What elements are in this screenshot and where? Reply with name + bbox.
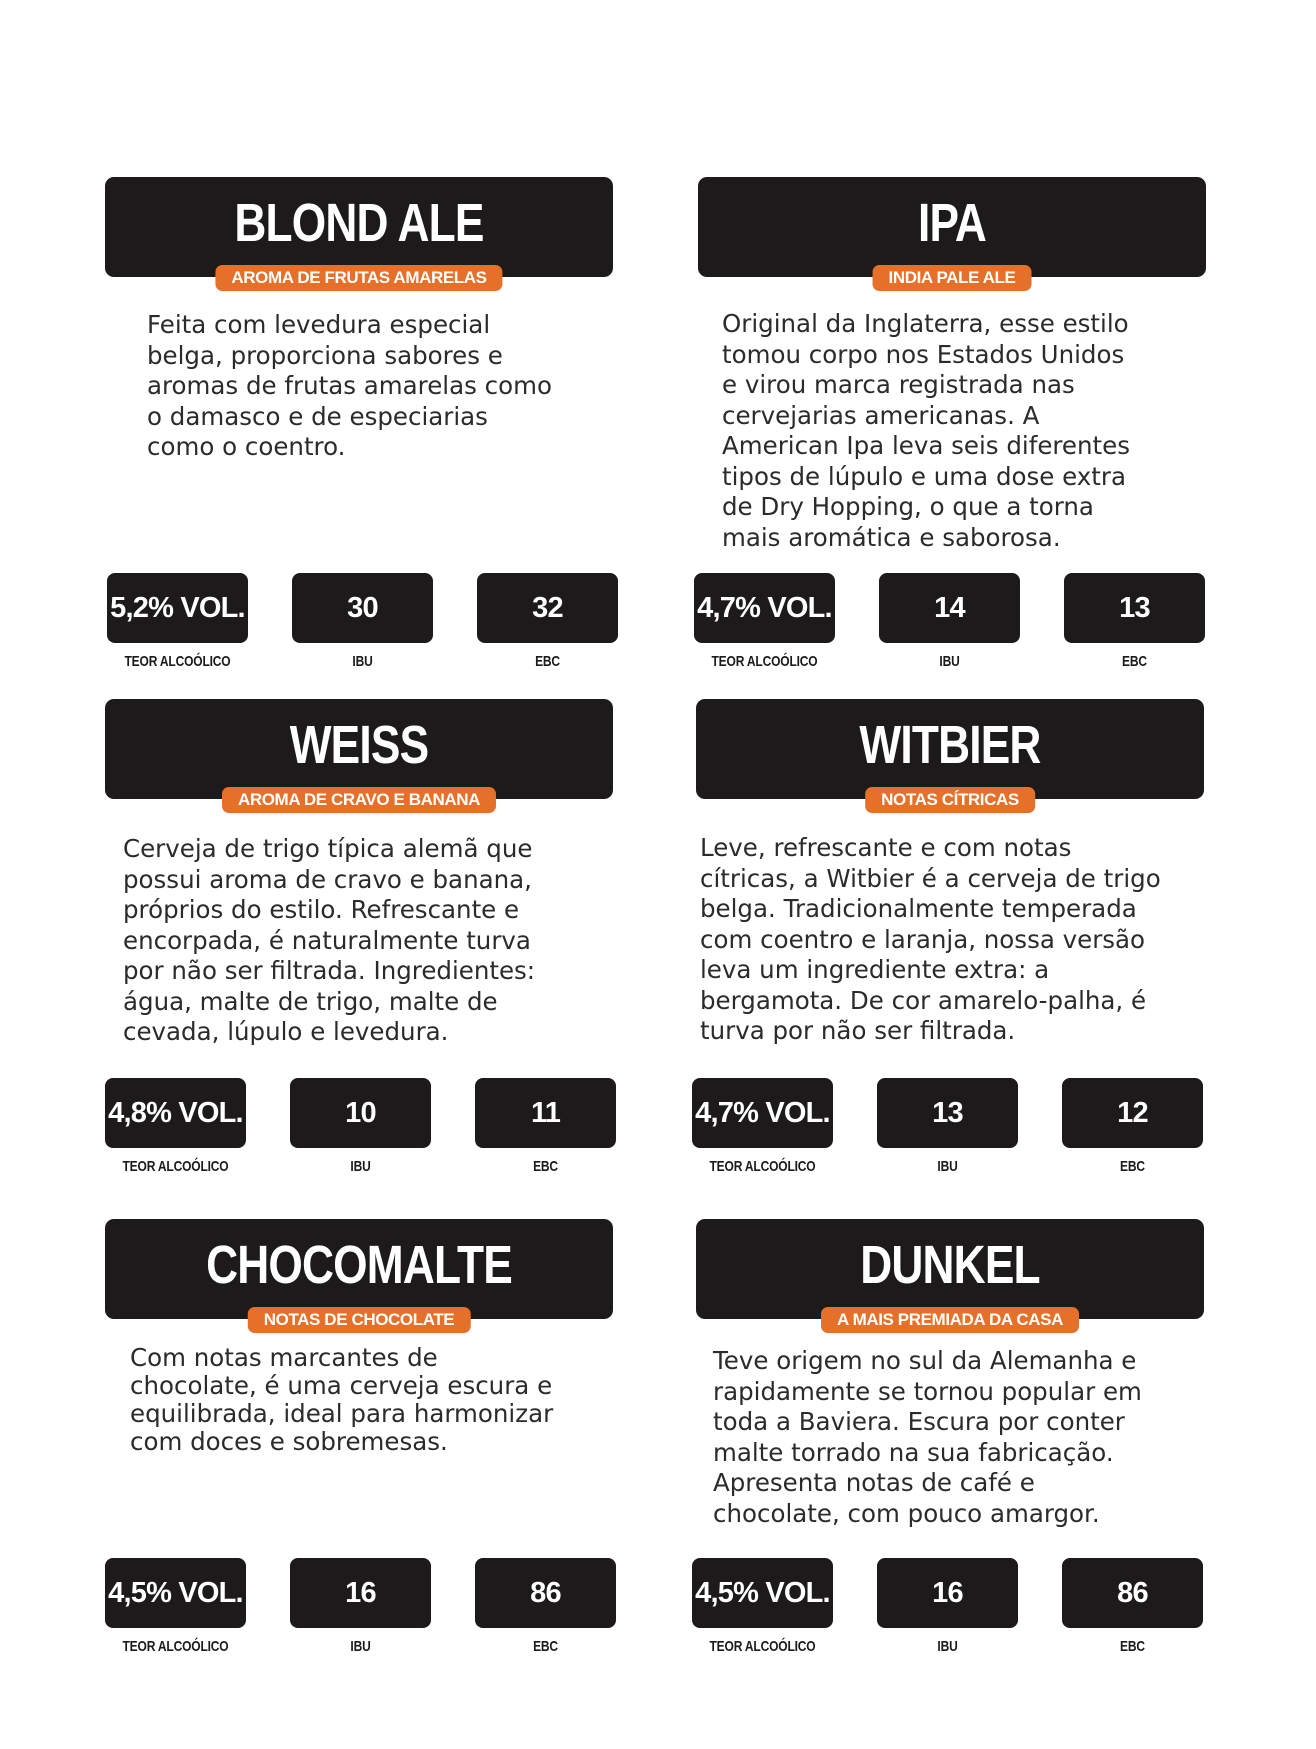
beer-subtitle-badge: NOTAS DE CHOCOLATE bbox=[248, 1307, 471, 1333]
ibu-stat bbox=[290, 1078, 431, 1175]
beer-name: WEISS bbox=[289, 715, 429, 775]
ebc-label: EBC bbox=[533, 1158, 558, 1175]
abv-value: 4,8% VOL. bbox=[105, 1078, 246, 1148]
beer-name: CHOCOMALTE bbox=[206, 1235, 512, 1295]
ebc-value: 11 bbox=[475, 1078, 616, 1148]
beer-stats bbox=[694, 573, 1206, 673]
ibu-stat bbox=[879, 573, 1020, 670]
ibu-value: 30 bbox=[292, 573, 433, 643]
beer-subtitle-badge: INDIA PALE ALE bbox=[873, 265, 1032, 291]
abv-label: TEOR ALCOÓLICO bbox=[122, 1158, 229, 1175]
ibu-label: IBU bbox=[937, 1638, 958, 1655]
abv-label: TEOR ALCOÓLICO bbox=[124, 653, 231, 670]
ebc-label: EBC bbox=[535, 653, 560, 670]
beer-stats bbox=[105, 1558, 617, 1658]
beer-description: Feita com levedura especial belga, proporciona sabores e aromas de frutas amarelas como o damasco e de especiarias como o coentro. bbox=[147, 310, 552, 461]
abv-stat bbox=[692, 1558, 833, 1655]
abv-stat bbox=[105, 1078, 246, 1175]
ebc-stat bbox=[475, 1558, 616, 1655]
ebc-value: 86 bbox=[475, 1558, 616, 1628]
beer-subtitle-badge: NOTAS CÍTRICAS bbox=[865, 787, 1035, 813]
abv-value: 4,7% VOL. bbox=[694, 573, 835, 643]
ebc-stat bbox=[1064, 573, 1205, 670]
ibu-value: 16 bbox=[877, 1558, 1018, 1628]
title-bar bbox=[698, 177, 1206, 287]
ibu-label: IBU bbox=[350, 1638, 371, 1655]
ebc-label: EBC bbox=[1122, 653, 1147, 670]
abv-label: TEOR ALCOÓLICO bbox=[711, 653, 818, 670]
abv-stat bbox=[105, 1558, 246, 1655]
ibu-label: IBU bbox=[939, 653, 960, 670]
beer-stats bbox=[105, 1078, 617, 1178]
beer-description: Original da Inglaterra, esse estilo tomou corpo nos Estados Unidos e virou marca registrada nas cervejarias americanas. A American Ipa leva seis diferentes tipos de lúpulo e uma dose extra de Dry Hopping, o que a torna mais aromática e saborosa. bbox=[722, 309, 1130, 552]
beer-stats bbox=[692, 1078, 1204, 1178]
ibu-label: IBU bbox=[350, 1158, 371, 1175]
ebc-label: EBC bbox=[1120, 1638, 1145, 1655]
ibu-stat bbox=[292, 573, 433, 670]
abv-value: 4,5% VOL. bbox=[692, 1558, 833, 1628]
ibu-value: 13 bbox=[877, 1078, 1018, 1148]
ebc-value: 12 bbox=[1062, 1078, 1203, 1148]
ibu-label: IBU bbox=[352, 653, 373, 670]
ibu-stat bbox=[290, 1558, 431, 1655]
beer-name: BLOND ALE bbox=[234, 193, 484, 253]
abv-stat bbox=[107, 573, 248, 670]
beer-card-ipa bbox=[698, 177, 1206, 287]
ebc-label: EBC bbox=[1120, 1158, 1145, 1175]
beer-name: IPA bbox=[917, 193, 987, 253]
title-bar bbox=[696, 1219, 1204, 1329]
ibu-label: IBU bbox=[937, 1158, 958, 1175]
beer-description: Leve, refrescante e com notas cítricas, a Witbier é a cerveja de trigo belga. Tradicionalmente temperada com coentro e laranja, nossa versão leva um ingrediente extra: a bergamota. De cor amarelo-palha, é turva por não ser filtrada. bbox=[700, 833, 1161, 1045]
abv-label: TEOR ALCOÓLICO bbox=[122, 1638, 229, 1655]
ebc-stat bbox=[1062, 1078, 1203, 1175]
beer-description: Com notas marcantes de chocolate, é uma cerveja escura e equilibrada, ideal para harmonizar com doces e sobremesas. bbox=[130, 1343, 554, 1456]
beer-card-weiss bbox=[105, 699, 613, 809]
beer-card-dunkel bbox=[696, 1219, 1204, 1329]
ibu-value: 10 bbox=[290, 1078, 431, 1148]
abv-label: TEOR ALCOÓLICO bbox=[709, 1158, 816, 1175]
title-bar bbox=[696, 699, 1204, 809]
abv-stat bbox=[694, 573, 835, 670]
ebc-value: 86 bbox=[1062, 1558, 1203, 1628]
abv-stat bbox=[692, 1078, 833, 1175]
ibu-value: 14 bbox=[879, 573, 1020, 643]
beer-subtitle-badge: AROMA DE CRAVO E BANANA bbox=[222, 787, 496, 813]
ebc-value: 32 bbox=[477, 573, 618, 643]
beer-card-witbier bbox=[696, 699, 1204, 809]
ibu-stat bbox=[877, 1078, 1018, 1175]
abv-value: 5,2% VOL. bbox=[107, 573, 248, 643]
beer-stats bbox=[107, 573, 619, 673]
abv-value: 4,7% VOL. bbox=[692, 1078, 833, 1148]
ebc-stat bbox=[475, 1078, 616, 1175]
title-bar bbox=[105, 1219, 613, 1329]
beer-card-chocomalte bbox=[105, 1219, 613, 1329]
beer-description: Teve origem no sul da Alemanha e rapidamente se tornou popular em toda a Baviera. Escura por conter malte torrado na sua fabricação. Apresenta notas de café e chocolate, com pouco amargor. bbox=[713, 1346, 1142, 1528]
beer-name: DUNKEL bbox=[860, 1235, 1040, 1295]
beer-subtitle-badge: A MAIS PREMIADA DA CASA bbox=[821, 1307, 1079, 1333]
title-bar bbox=[105, 699, 613, 809]
beer-description: Cerveja de trigo típica alemã que possui aroma de cravo e banana, próprios do estilo. Refrescante e encorpada, é naturalmente turva por não ser filtrada. Ingredientes: água, malte de trigo, malte de cevada, lúpulo e levedura. bbox=[123, 834, 536, 1046]
beer-card-blond-ale bbox=[105, 177, 613, 287]
abv-label: TEOR ALCOÓLICO bbox=[709, 1638, 816, 1655]
ibu-value: 16 bbox=[290, 1558, 431, 1628]
ebc-stat bbox=[477, 573, 618, 670]
beer-subtitle-badge: AROMA DE FRUTAS AMARELAS bbox=[215, 265, 502, 291]
ebc-label: EBC bbox=[533, 1638, 558, 1655]
beer-name: WITBIER bbox=[859, 715, 1041, 775]
ebc-value: 13 bbox=[1064, 573, 1205, 643]
beer-stats bbox=[692, 1558, 1204, 1658]
abv-value: 4,5% VOL. bbox=[105, 1558, 246, 1628]
ebc-stat bbox=[1062, 1558, 1203, 1655]
title-bar bbox=[105, 177, 613, 287]
ibu-stat bbox=[877, 1558, 1018, 1655]
